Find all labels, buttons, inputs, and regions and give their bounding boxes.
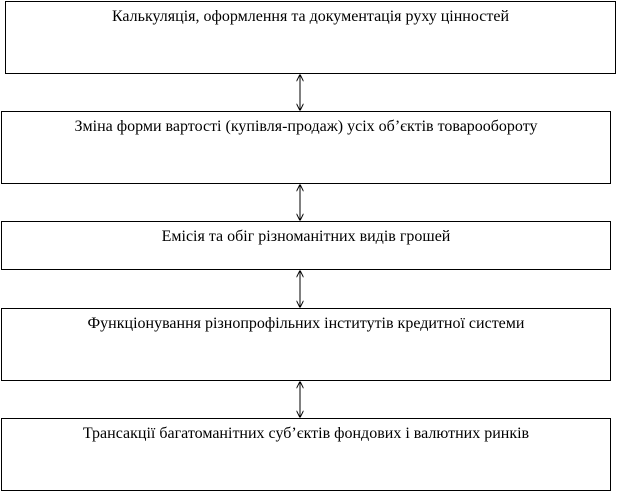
- flow-box-trade-label: Зміна форми вартості (купівля-продаж) усіх об’єктів товарообороту: [74, 118, 538, 135]
- flow-box-market-transactions-label: Трансакції багатоманітних суб’єктів фондових і валютних ринків: [82, 425, 530, 442]
- flow-box-accounting-label: Калькуляція, оформлення та документація руху цінностей: [111, 8, 510, 25]
- flow-box-accounting: [5, 1, 616, 74]
- flow-box-credit-institutions: [1, 308, 611, 381]
- flow-box-money-emission-label: Емісія та обіг різноманітних видів грошей: [161, 228, 451, 245]
- flow-box-credit-institutions-label: Функціонування різнопрофільних інститутів кредитної системи: [87, 315, 525, 332]
- flow-box-money-emission: [1, 221, 611, 270]
- flow-box-market-transactions: [1, 418, 611, 491]
- flow-box-trade: [1, 111, 611, 184]
